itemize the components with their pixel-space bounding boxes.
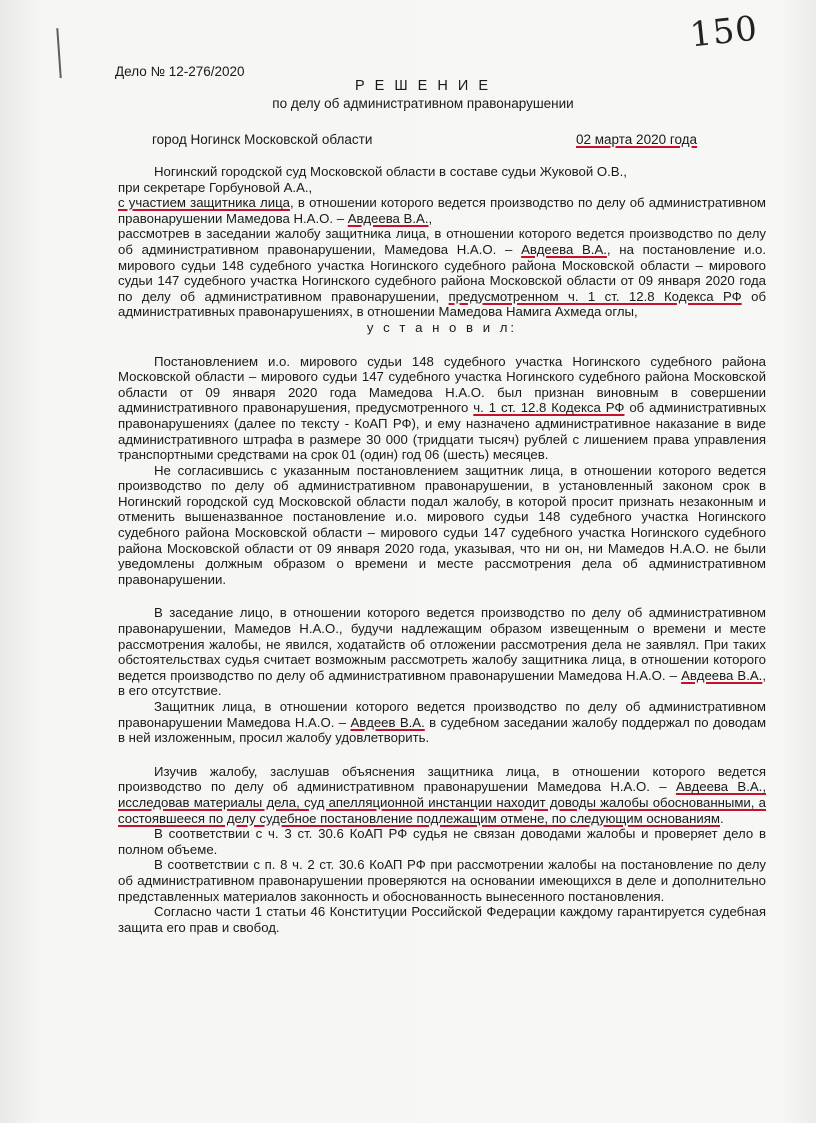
highlight-name: Авдеева В.А. [681,667,763,683]
document-title: Р Е Ш Е Н И Е [354,78,492,94]
highlight-article: ч. 1 ст. 12.8 Кодекса РФ [473,400,625,416]
handwritten-page-number: 150 [688,8,760,56]
paragraph-2: Не согласившись с указанным постановлением защитник лица, в отношении которого ведется производство по делу об административном правонарушении, в установленный законом срок в Ногинский городской суд Московской области подал жалобу, в которой просит признать незаконным и отменить вышеназванное постановление и.о. мирового судьи 148 судебного участка Ногинского судебного района Московской области – мирового судьи 147 судебного участка Ногинского судебного района Московской области от 09 января 2020 года, указывая, что ни он, ни Мамедов Н.А.О. не были уведомлены должным образом о времени и месте рассмотрения дела об административном правонарушении. [118,462,766,587]
intro-line-defender: с участием защитника лица, в отношении которого ведется производство по делу об административном правонарушении Мамедова Н.А.О. – Авдеева В.А., [118,195,766,226]
paragraph-1: Постановлением и.о. мирового судьи 148 судебного участка Ногинского судебного района Московской области – мирового судьи 147 судебного участка Ногинского судебного района Московской области от 09 января 2020 года Мамедова Н.А.О. был признан виновным в совершении административного правонарушения, предусмотренного ч. 1 ст. 12.8 Кодекса РФ об административных правонарушениях (далее по тексту - КоАП РФ), и ему назначено административное наказание в виде административного штрафа в размере 30 000 (тридцати тысяч) рублей с лишением права управления транспортными средствами на срок 01 (один) год 06 (шесть) месяцев. [118,353,767,463]
highlight-name: Авдеев В.А. [350,714,425,730]
paragraph-5: Изучив жалобу, заслушав объяснения защитника лица, в отношении которого ведется производство по делу об административном правонарушении Мамедова Н.А.О. – Авдеева В.А., исследовав материалы дела, суд апелляционной инстанции находит доводы жалобы обоснованными, а состоявшееся по делу судебное постановление подлежащим отмене, по следующим основаниям. [118,763,766,826]
place-of-decision: город Ногинск Московской области [152,132,373,147]
paragraph-3: В заседание лицо, в отношении которого ведется производство по делу об административном правонарушении, Мамедов Н.А.О., будучи надлежащим образом извещенным о времени и месте рассмотрения жалобы, не явился, ходатайств об отложении рассмотрения дела не заявлял. При таких обстоятельствах судья считает возможным рассмотреть жалобу защитника лица, в отношении которого ведется производство по делу об административном правонарушении Мамедова Н.А.О. – Авдеева В.А., в его отсутствие. [118,605,766,699]
established-heading: у с т а н о в и л: [366,319,518,335]
paragraph-6: В соответствии с ч. 3 ст. 30.6 КоАП РФ судья не связан доводами жалобы и проверяет дело в полном объеме. [118,826,766,857]
intro-line-court: Ногинский городской суд Московской области в составе судьи Жуковой О.В., [154,164,627,179]
case-number: Дело № 12-276/2020 [115,64,245,79]
paragraph-8: Согласно части 1 статьи 46 Конституции Российской Федерации каждому гарантируется судебная защита его прав и свобод. [118,904,766,935]
highlight-defender: с участием защитника лица [118,195,291,211]
highlight-name: Авдеева В.А. [521,241,607,257]
intro-line-secretary: при секретаре Горбуновой А.А., [118,179,313,195]
document-body [118,164,766,935]
paragraph-7: В соответствии с п. 8 ч. 2 ст. 30.6 КоАП РФ при рассмотрении жалобы на постановление по делу об административном правонарушении проверяются на основании имеющихся в деле и дополнительно представленных материалов законность и обоснованность вынесенного постановления. [118,857,766,904]
margin-pencil-mark [56,28,64,78]
document-subtitle: по делу об административном правонарушении [272,96,574,111]
highlight-conclusion: Авдеева В.А., исследовав материалы дела, суд апелляционной инстанции находит доводы жалобы обоснованными, а состоявшееся по делу судебное постановление подлежащим отмене, по следующим основаниям [118,779,766,826]
highlight-name: Авдеева В.А. [347,210,429,226]
decision-date: 02 марта 2020 года [576,132,698,147]
highlight-article: предусмотренном ч. 1 ст. 12.8 Кодекса РФ [448,288,742,304]
paragraph-4: Защитник лица, в отношении которого ведется производство по делу об административном правонарушении Мамедова Н.А.О. – Авдеев В.А. в судебном заседании жалобу поддержал по доводам в ней изложенным, просил жалобу удовлетворить. [118,699,767,746]
intro-line-considered: рассмотрев в заседании жалобу защитника лица, в отношении которого ведется производство по делу об административном правонарушении, Мамедова Н.А.О. – Авдеева В.А., на постановление и.о. мирового судьи 148 судебного участка Ногинского судебного района Московской области – мирового судьи 147 судебного участка Ногинского судебного района Московской области от 09 января 2020 года по делу об административном правонарушении, предусмотренном ч. 1 ст. 12.8 Кодекса РФ об административных правонарушениях, в отношении Мамедова Намига Ахмеда оглы, [118,226,767,320]
